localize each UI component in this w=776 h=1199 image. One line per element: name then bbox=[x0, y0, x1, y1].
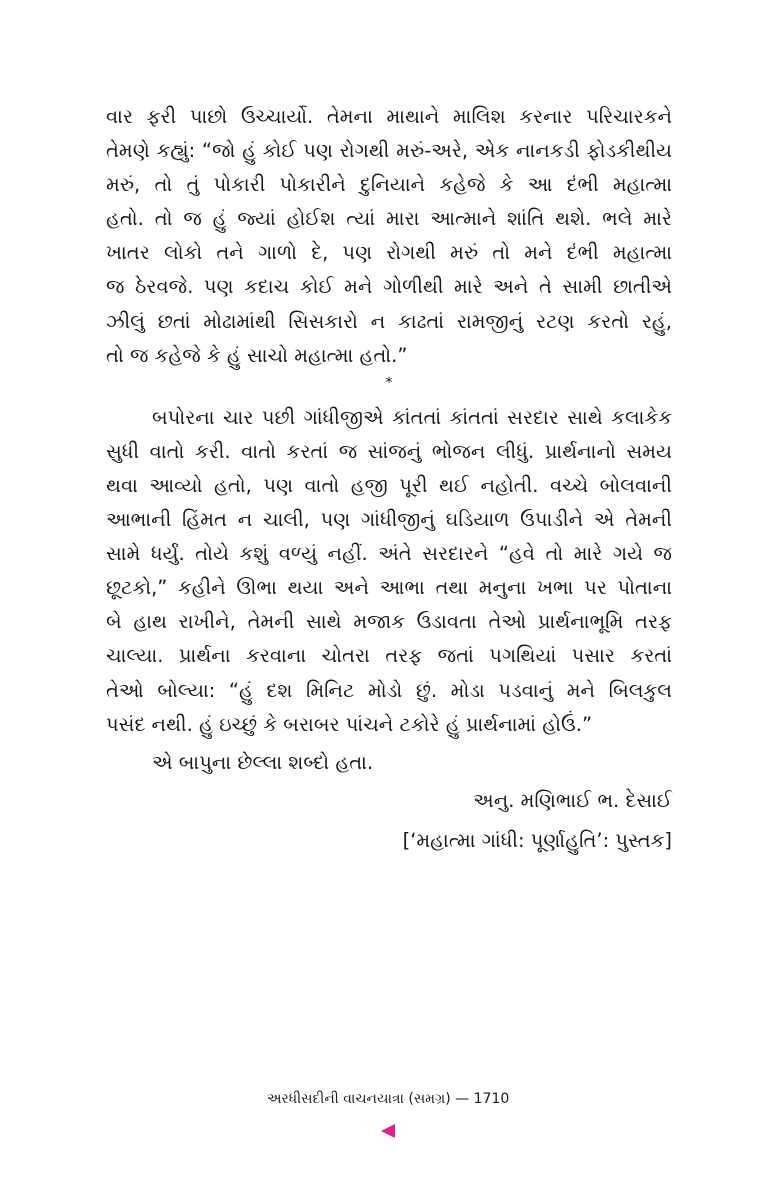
closing-line: એ બાપુના છેલ્લા શબ્દો હતા. bbox=[152, 750, 374, 774]
paragraph-2-line: સામે ધર્યું. તોયે કશું વળ્યું નહીં. અંતે સરદારને “હવે તો મારે ગયે જ bbox=[106, 542, 672, 566]
paragraph-1-line: ખાતર લોકો તને ગાળો દે, પણ રોગથી મરું તો મને દંભી મહાત્મા bbox=[106, 241, 672, 265]
section-separator: * bbox=[385, 374, 393, 391]
paragraph-1-line: ઝીલું છતાં મોઢામાંથી સિસકારો ન કાઢતાં રામજીનું રટણ કરતો રહું, bbox=[106, 309, 672, 333]
left-triangle-icon[interactable] bbox=[381, 1124, 395, 1138]
paragraph-1-line: જ ઠેરવજે. પણ કદાચ કોઈ મને ગોળીથી મારે અને તે સામી છાતીએ bbox=[106, 275, 672, 299]
paragraph-2-line: તેઓ બોલ્યા: “હું દશ મિનિટ મોડો છું. મોડા પડવાનું મને બિલકુલ bbox=[106, 678, 672, 702]
paragraph-1-line: હતો. તો જ હું જ્યાં હોઈશ ત્યાં મારા આત્માને શાંતિ થશે. ભલે મારે bbox=[106, 207, 672, 231]
page-content bbox=[106, 100, 672, 858]
paragraph-2-line: થવા આવ્યો હતો, પણ વાતો હજી પૂરી થઈ નહોતી. વચ્ચે બોલવાની bbox=[106, 473, 672, 497]
paragraph-1-line: મરું, તો તું પોકારી પોકારીને દુનિયાને કહેજે કે આ દંભી મહાત્મા bbox=[106, 173, 672, 197]
paragraph-2-line: ચાલ્યા. પ્રાર્થના કરવાના ચોતરા તરફ જતાં પગથિયાં પસાર કરતાં bbox=[106, 644, 672, 668]
paragraph-2-line: આભાની હિંમત ન ચાલી, પણ ગાંધીજીનું ઘડિયાળ ઉપાડીને એ તેમની bbox=[106, 508, 672, 532]
source-citation: [‘મહાત્મા ગાંધી: પૂર્ણાહુતિ’: પુસ્તક] bbox=[402, 828, 672, 852]
translator-attribution: અનુ. મણિભાઈ ભ. દેસાઈ bbox=[473, 788, 672, 812]
paragraph-2-line: છૂટકો,” કહીને ઊભા થયા અને આભા તથા મનુના ખભા પર પોતાના bbox=[106, 576, 672, 600]
paragraph-2-line: સુધી વાતો કરી. વાતો કરતાં જ સાંજનું ભોજન લીધું. પ્રાર્થનાનો સમય bbox=[106, 439, 672, 463]
paragraph-2-line: બે હાથ રાખીને, તેમની સાથે મજાક ઉડાવતા તેઓ પ્રાર્થનાભૂમિ તરફ bbox=[106, 610, 672, 634]
page-footer: અરધીસદીની વાચનયાત્રા (સમગ્ર) — 1710 bbox=[266, 1091, 510, 1107]
paragraph-2-line: બપોરના ચાર પછી ગાંધીજીએ કાંતતાં કાંતતાં સરદાર સાથે કલાકેક bbox=[152, 405, 672, 429]
paragraph-2-line: પસંદ નથી. હું ઇચ્છું કે બરાબર પાંચને ટકોરે હું પ્રાર્થનામાં હોઉં.” bbox=[106, 712, 593, 736]
paragraph-1-line: તો જ કહેજે કે હું સાચો મહાત્મા હતો.” bbox=[106, 343, 408, 367]
paragraph-1-line: તેમણે કહ્યું: “જો હું કોઈ પણ રોગથી મરું-અરે, એક નાનકડી ફોડકીથીય bbox=[106, 139, 672, 163]
paragraph-2 bbox=[106, 401, 672, 742]
paragraph-1 bbox=[106, 100, 672, 373]
paragraph-1-line: વાર ફરી પાછો ઉચ્ચાર્યો. તેમના માથાને માલિશ કરનાર પરિચારકને bbox=[106, 105, 672, 128]
